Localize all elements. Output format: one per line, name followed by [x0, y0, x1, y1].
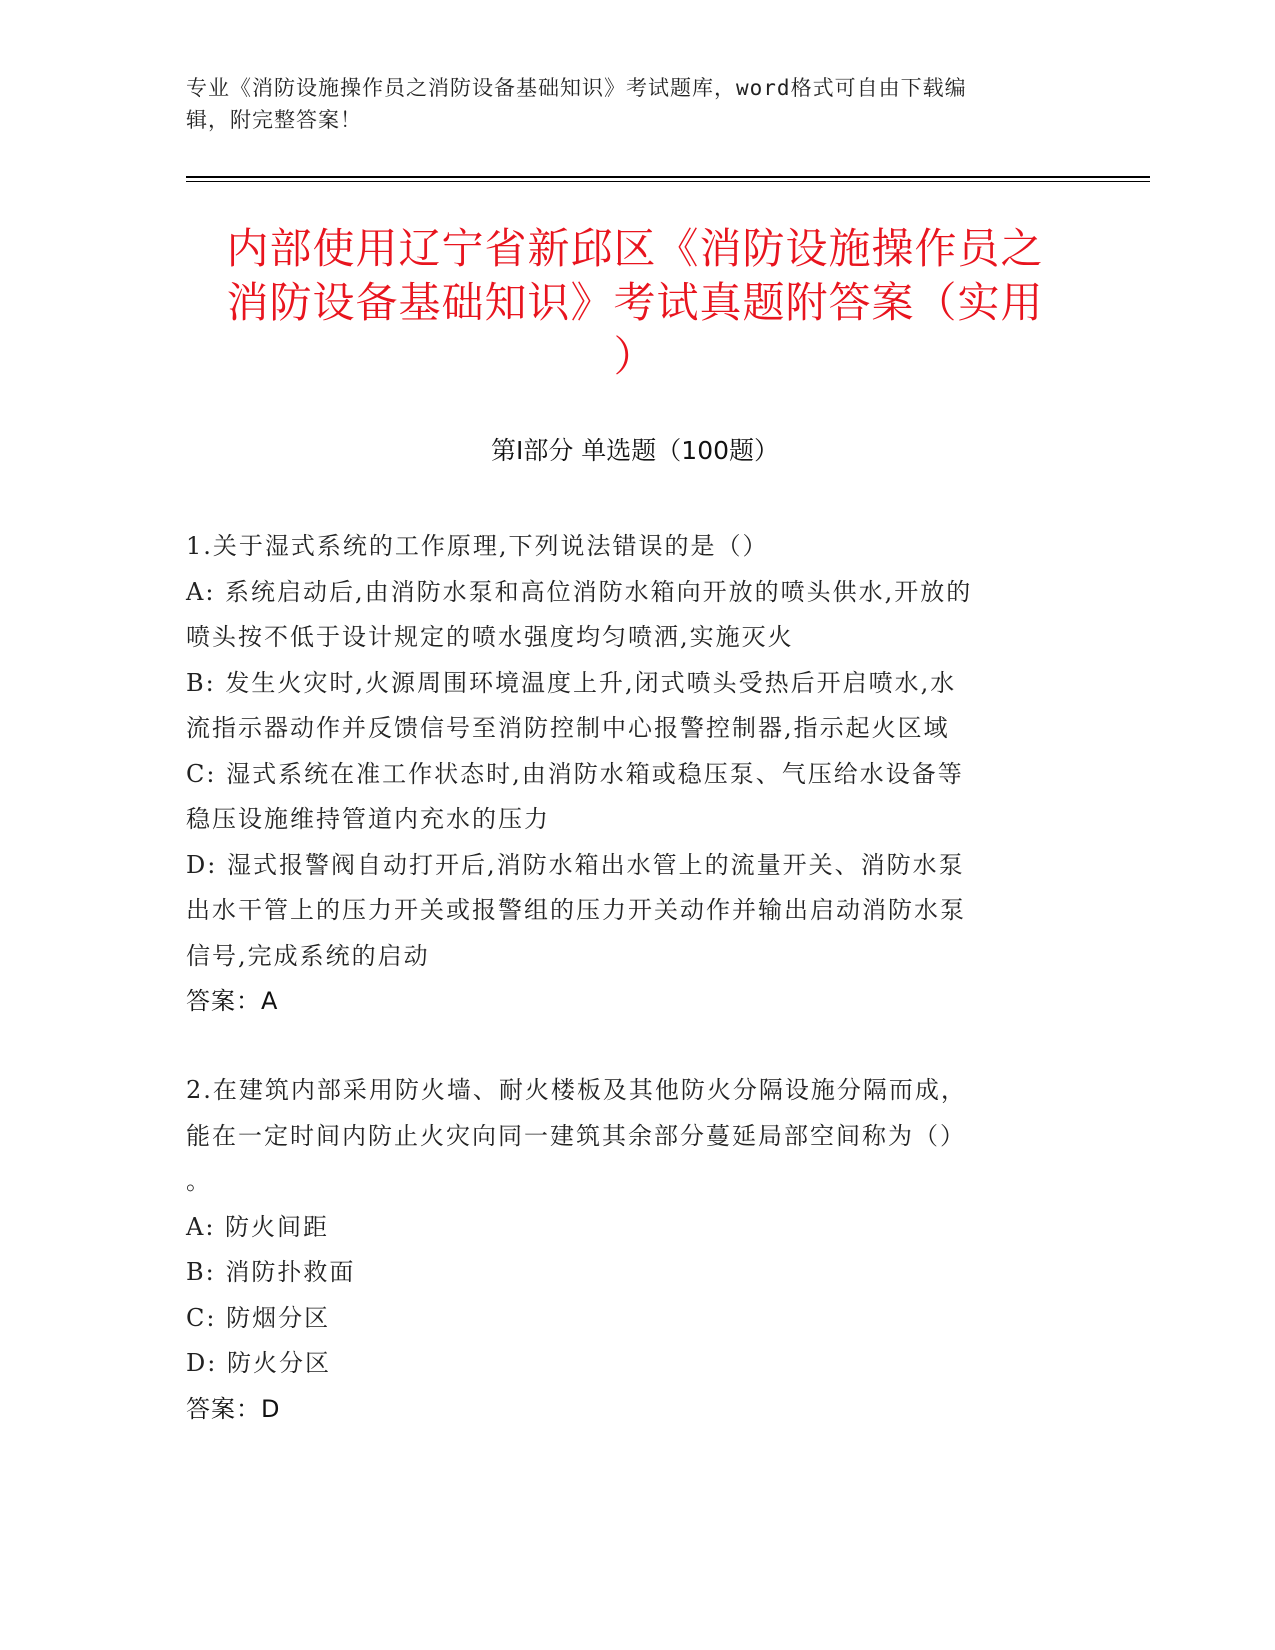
option-line: 出水干管上的压力开关或报警组的压力开关动作并输出启动消防水泵 [186, 896, 966, 924]
document-title-line-2: 消防设备基础知识》考试真题附答案（实用 [226, 278, 1044, 327]
option-line: A: 防火间距 [186, 1212, 330, 1241]
header-note [186, 72, 1066, 136]
option-line: C: 防烟分区 [186, 1303, 331, 1332]
option-line: B: 发生火灾时,火源周围环境温度上升,闭式喷头受热后开启喷水,水 [186, 668, 957, 697]
question-stem-line: 能在一定时间内防止火灾向同一建筑其余部分蔓延局部空间称为（） [186, 1121, 966, 1150]
option-line: C: 湿式系统在准工作状态时,由消防水箱或稳压泵、气压给水设备等 [186, 759, 964, 788]
question-stem-line: 2.在建筑内部采用防火墙、耐火楼板及其他防火分隔设施分隔而成， [186, 1076, 967, 1104]
document-title-line-3: ） [613, 332, 657, 381]
document-title [186, 222, 1084, 384]
answer-label: 答案：D [186, 1394, 281, 1423]
question-2 [186, 1068, 1076, 1432]
header-note-line-1: 专业《消防设施操作员之消防设备基础知识》考试题库，word格式可自由下载编 [186, 76, 967, 100]
section-heading: 第Ⅰ部分 单选题（100题） [490, 436, 780, 465]
answer-label: 答案：A [186, 987, 279, 1015]
option-line: 喷头按不低于设计规定的喷水强度均匀喷洒,实施灭火 [186, 623, 794, 651]
option-line: 稳压设施维持管道内充水的压力 [186, 805, 550, 833]
question-stem-line: 。 [186, 1167, 212, 1195]
question-1 [186, 524, 1076, 1025]
option-line: D: 防火分区 [186, 1349, 331, 1377]
option-line: A: 系统启动后,由消防水泵和高位消防水箱向开放的喷头供水,开放的 [186, 577, 973, 606]
option-line: D: 湿式报警阀自动打开后,消防水箱出水管上的流量开关、消防水泵 [186, 850, 965, 879]
option-line: 信号,完成系统的启动 [186, 941, 430, 970]
option-line: B: 消防扑救面 [186, 1258, 356, 1286]
header-divider-thin [186, 181, 1150, 182]
header-note-line-2: 辑，附完整答案！ [186, 108, 362, 132]
document-title-line-1: 内部使用辽宁省新邱区《消防设施操作员之 [226, 224, 1044, 273]
header-divider-thick [186, 176, 1150, 178]
option-line: 流指示器动作并反馈信号至消防控制中心报警控制器,指示起火区域 [186, 714, 950, 742]
question-stem-line: 1.关于湿式系统的工作原理,下列说法错误的是（） [186, 532, 769, 560]
